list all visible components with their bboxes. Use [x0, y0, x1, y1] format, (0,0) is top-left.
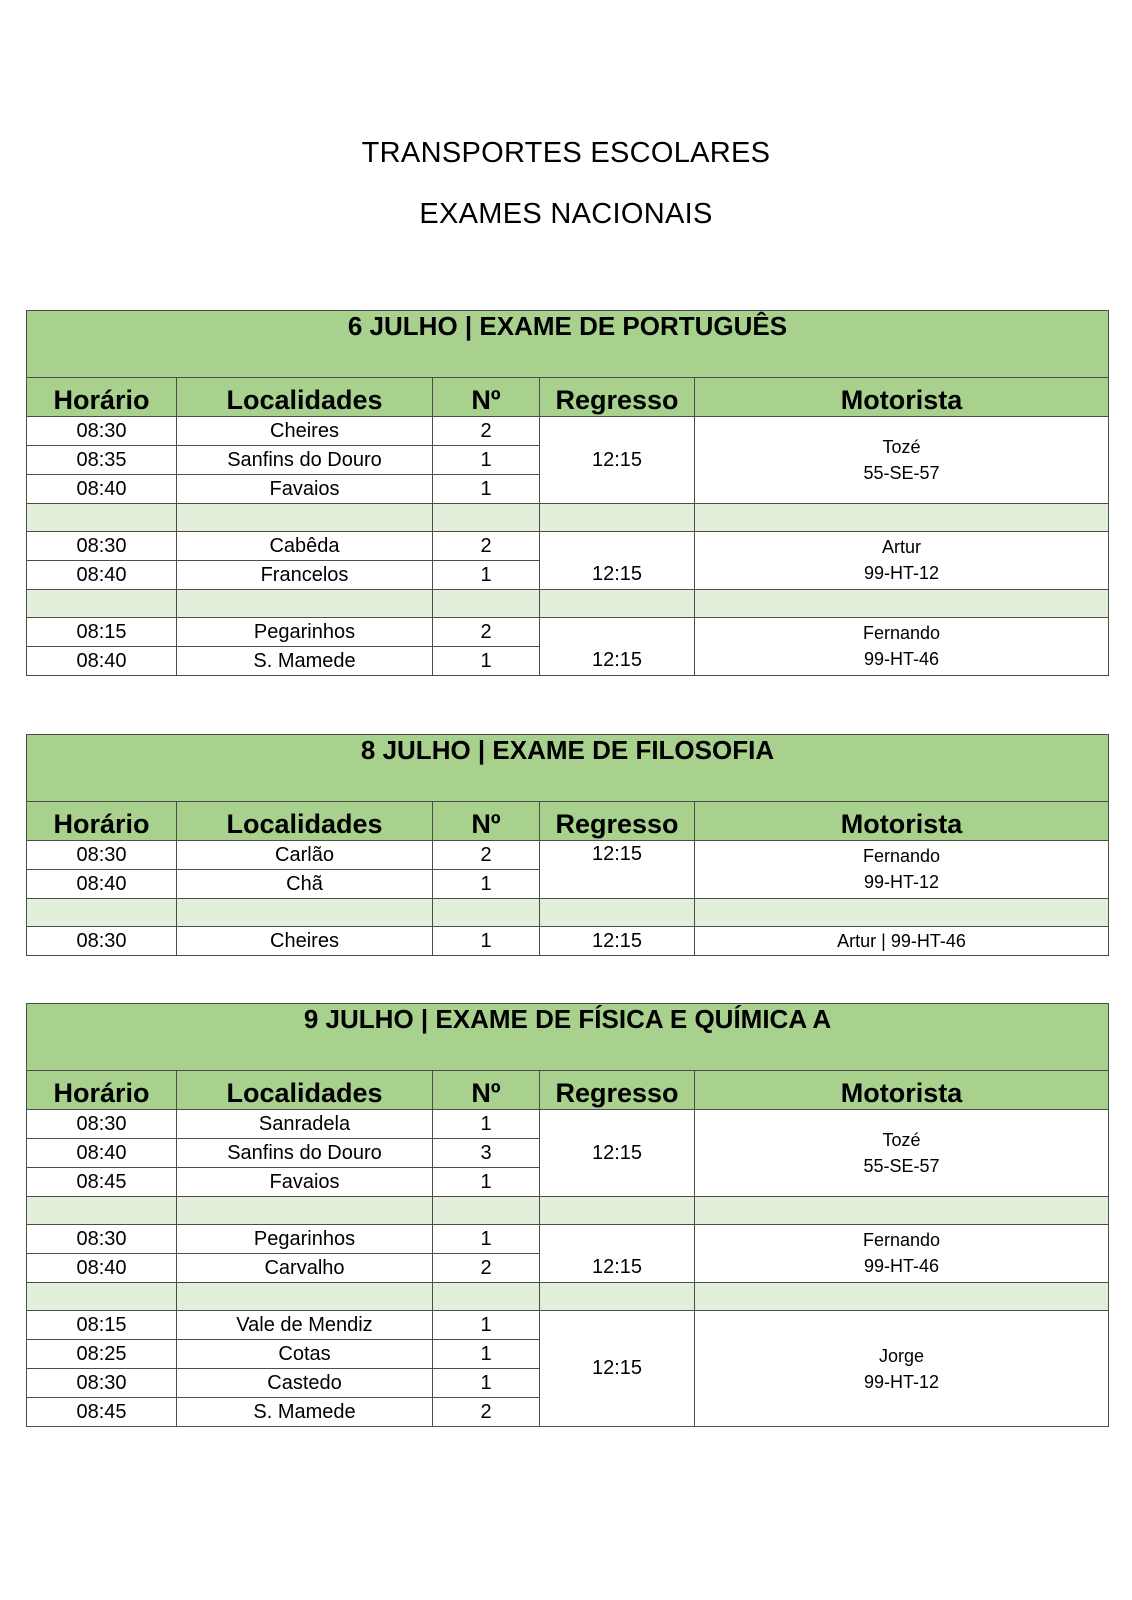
driver-name: Artur	[881, 537, 921, 557]
header-regresso: Regresso	[540, 1071, 695, 1110]
cell-regresso: 12:15	[540, 927, 695, 956]
separator-row	[27, 590, 1109, 618]
vehicle-plate: 55-SE-57	[863, 463, 940, 483]
cell-horario: 08:40	[27, 647, 177, 676]
cell-num: 1	[433, 1311, 540, 1340]
table-row	[27, 1225, 1109, 1254]
cell-motorista	[695, 841, 1109, 899]
cell-horario: 08:30	[27, 1225, 177, 1254]
driver-name: Jorge	[879, 1345, 925, 1366]
header-num: Nº	[433, 802, 540, 841]
table-row	[27, 532, 1109, 561]
cell-num: 1	[433, 1168, 540, 1197]
cell-localidade: Carvalho	[177, 1254, 433, 1283]
document-subtitle: EXAMES NACIONAIS	[419, 198, 713, 230]
driver-name: Tozé	[882, 437, 921, 457]
cell-localidade: Castedo	[177, 1369, 433, 1398]
header-num: Nº	[433, 378, 540, 417]
separator-row	[27, 1197, 1109, 1225]
cell-regresso: 12:15	[540, 1110, 695, 1197]
header-num: Nº	[433, 1071, 540, 1110]
cell-horario: 08:30	[27, 1369, 177, 1398]
cell-motorista	[695, 532, 1109, 590]
cell-localidade: Cheires	[177, 927, 433, 956]
cell-regresso: 12:15	[540, 618, 695, 676]
vehicle-plate: 99-HT-12	[864, 1371, 940, 1392]
exam-title: 8 JULHO | EXAME DE FILOSOFIA	[27, 735, 1109, 802]
cell-regresso: 12:15	[540, 1311, 695, 1427]
cell-motorista	[695, 1110, 1109, 1197]
cell-horario: 08:15	[27, 1311, 177, 1340]
driver-name: Fernando	[862, 623, 941, 643]
header-motorista: Motorista	[695, 1071, 1109, 1110]
vehicle-plate: 99-HT-46	[864, 1256, 940, 1276]
cell-localidade: Pegarinhos	[177, 1225, 433, 1254]
cell-motorista	[695, 1225, 1109, 1283]
cell-horario: 08:40	[27, 561, 177, 590]
cell-localidade: Favaios	[177, 475, 433, 504]
vehicle-plate: 99-HT-12	[863, 563, 940, 583]
cell-localidade: Pegarinhos	[177, 618, 433, 647]
table-row	[27, 618, 1109, 647]
cell-num: 2	[433, 618, 540, 647]
cell-num: 1	[433, 1369, 540, 1398]
cell-num: 1	[433, 1110, 540, 1139]
exam-title: 9 JULHO | EXAME DE FÍSICA E QUÍMICA A	[27, 1004, 1109, 1071]
cell-regresso: 12:15	[540, 841, 695, 899]
header-horario: Horário	[27, 1071, 177, 1110]
cell-num: 2	[433, 532, 540, 561]
cell-localidade: Francelos	[177, 561, 433, 590]
cell-num: 3	[433, 1139, 540, 1168]
cell-num: 2	[433, 417, 540, 446]
cell-num: 1	[433, 870, 540, 899]
cell-localidade: S. Mamede	[177, 647, 433, 676]
separator-row	[27, 899, 1109, 927]
vehicle-plate: 99-HT-12	[863, 872, 940, 892]
document-title: TRANSPORTES ESCOLARES	[361, 137, 771, 169]
table-row	[27, 1110, 1109, 1139]
cell-localidade: S. Mamede	[177, 1398, 433, 1427]
cell-horario: 08:40	[27, 870, 177, 899]
table-row	[27, 1311, 1109, 1340]
cell-localidade: Cheires	[177, 417, 433, 446]
cell-motorista	[695, 1311, 1109, 1427]
driver-name: Fernando	[862, 846, 941, 866]
cell-horario: 08:45	[27, 1168, 177, 1197]
cell-horario: 08:40	[27, 475, 177, 504]
header-localidades: Localidades	[177, 802, 433, 841]
header-regresso: Regresso	[540, 378, 695, 417]
header-horario: Horário	[27, 802, 177, 841]
cell-num: 2	[433, 1398, 540, 1427]
cell-localidade: Sanradela	[177, 1110, 433, 1139]
table-row	[27, 927, 1109, 956]
cell-localidade: Sanfins do Douro	[177, 446, 433, 475]
cell-regresso: 12:15	[540, 1225, 695, 1283]
cell-horario: 08:40	[27, 1254, 177, 1283]
cell-horario: 08:30	[27, 1110, 177, 1139]
header-horario: Horário	[27, 378, 177, 417]
vehicle-plate: 55-SE-57	[863, 1156, 940, 1176]
cell-horario: 08:45	[27, 1398, 177, 1427]
driver-name: Fernando	[862, 1230, 941, 1250]
exam-schedule-table-portugues	[26, 310, 1109, 676]
cell-localidade: Sanfins do Douro	[177, 1139, 433, 1168]
header-localidades: Localidades	[177, 1071, 433, 1110]
cell-horario: 08:15	[27, 618, 177, 647]
table-row	[27, 417, 1109, 446]
cell-num: 1	[433, 1340, 540, 1369]
cell-localidade: Carlão	[177, 841, 433, 870]
cell-localidade: Vale de Mendiz	[177, 1311, 433, 1340]
cell-motorista: Artur | 99-HT-46	[695, 927, 1109, 956]
header-motorista: Motorista	[695, 802, 1109, 841]
exam-schedule-table-fisica-quimica	[26, 1003, 1109, 1427]
cell-num: 1	[433, 446, 540, 475]
cell-horario: 08:30	[27, 417, 177, 446]
cell-num: 2	[433, 1254, 540, 1283]
cell-motorista	[695, 417, 1109, 504]
cell-num: 1	[433, 561, 540, 590]
cell-horario: 08:40	[27, 1139, 177, 1168]
cell-num: 2	[433, 841, 540, 870]
separator-row	[27, 1283, 1109, 1311]
cell-regresso: 12:15	[540, 532, 695, 590]
exam-schedule-table-filosofia	[26, 734, 1109, 956]
cell-motorista	[695, 618, 1109, 676]
cell-localidade: Chã	[177, 870, 433, 899]
cell-num: 1	[433, 647, 540, 676]
cell-localidade: Favaios	[177, 1168, 433, 1197]
cell-num: 1	[433, 475, 540, 504]
cell-regresso: 12:15	[540, 417, 695, 504]
header-motorista: Motorista	[695, 378, 1109, 417]
header-localidades: Localidades	[177, 378, 433, 417]
separator-row	[27, 504, 1109, 532]
cell-localidade: Cabêda	[177, 532, 433, 561]
cell-horario: 08:30	[27, 841, 177, 870]
cell-num: 1	[433, 927, 540, 956]
cell-horario: 08:25	[27, 1340, 177, 1369]
header-regresso: Regresso	[540, 802, 695, 841]
cell-num: 1	[433, 1225, 540, 1254]
exam-title: 6 JULHO | EXAME DE PORTUGUÊS	[27, 311, 1109, 378]
cell-horario: 08:30	[27, 532, 177, 561]
cell-horario: 08:35	[27, 446, 177, 475]
cell-horario: 08:30	[27, 927, 177, 956]
vehicle-plate: 99-HT-46	[863, 649, 940, 669]
driver-name: Tozé	[882, 1130, 921, 1150]
cell-localidade: Cotas	[177, 1340, 433, 1369]
table-row	[27, 841, 1109, 870]
